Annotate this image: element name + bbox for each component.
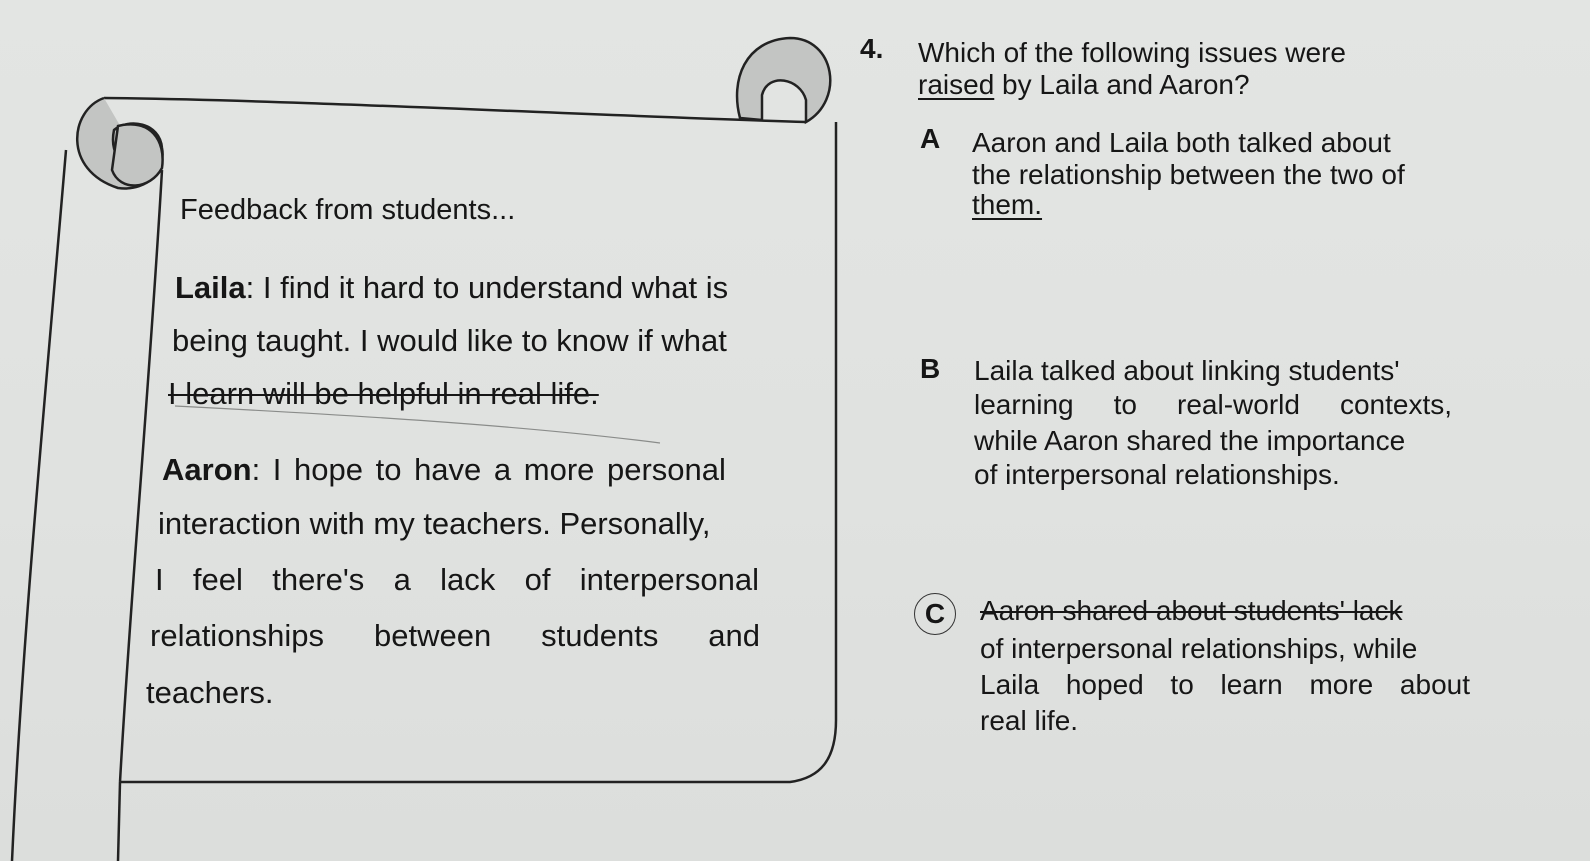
aaron-speaker: Aaron [162,452,252,487]
scroll-top-edge [104,98,806,122]
scroll-left-curl-fill [112,124,163,185]
option-a-line-2: the relationship between the two of [972,159,1405,190]
aaron-text-1: : I hope to have a more personal [251,452,726,487]
option-b-line-1: Laila talked about linking students' [974,355,1400,386]
option-c-letter[interactable]: C [914,593,956,635]
laila-line-1 [175,270,765,306]
laila-text-3: I learn will be helpful in real life. [168,376,599,411]
aaron-line-5: teachers. [146,675,274,710]
question-underlined-word: raised [918,69,995,100]
option-b-line-4: of interpersonal relationships. [974,459,1340,490]
question-line-2-rest: by Laila and Aaron? [994,69,1250,100]
aaron-line-1 [162,452,760,488]
option-b-letter[interactable]: B [920,353,941,384]
question-number: 4. [860,33,884,64]
question-line-1: Which of the following issues were [918,37,1346,68]
option-a-letter[interactable]: A [920,123,941,154]
scroll-bottom-left-edge [118,782,120,861]
aaron-line-2: interaction with my teachers. Personally, [158,506,711,541]
option-c-line-4: real life. [980,705,1079,736]
aaron-line-3: I feel there's a lack of interpersonal [155,562,759,597]
scroll-outer-left-edge [12,150,66,861]
option-a-line-3 [972,188,1042,221]
laila-text-1: : I find it hard to understand what is [245,270,729,305]
laila-line-2: being taught. I would like to know if what [172,323,727,358]
option-a-underlined: them. [972,189,1043,220]
scroll-heading: Feedback from students... [180,194,516,226]
option-c-line-2: of interpersonal relationships, while [980,633,1418,664]
option-a-line-1: Aaron and Laila both talked about [972,127,1391,158]
aaron-line-4: relationships between students and [150,618,760,653]
option-c-line-3: Laila hoped to learn more about [980,669,1470,700]
laila-speaker: Laila [175,270,246,305]
option-b-line-3: while Aaron shared the importance [974,425,1406,456]
option-b-line-2: learning to real-world contexts, [974,389,1452,420]
question-line-2 [918,68,1250,101]
option-c-text-1: Aaron shared about students' lack [980,595,1403,626]
option-c-line-1 [980,594,1403,627]
laila-line-3 [168,376,599,412]
scroll-top-curl [737,38,830,122]
